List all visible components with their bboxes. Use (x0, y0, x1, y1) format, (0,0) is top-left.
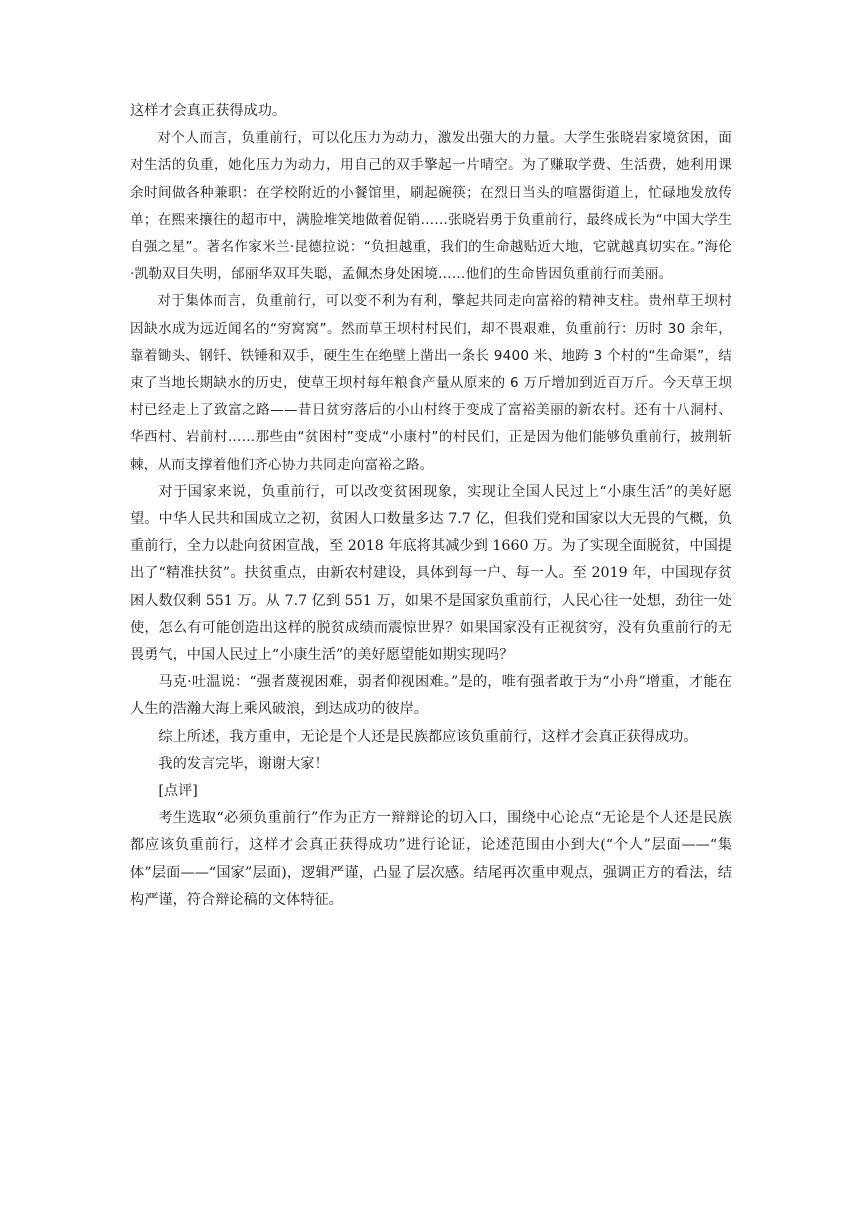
paragraph-individual: 对个人而言，负重前行，可以化压力为动力，激发出强大的力量。大学生张晓岩家境贫困，面对生活的负重，她化压力为动力，用自己的双手擎起一片晴空。为了赚取学费、生活费，她利用课余时间做各种兼职：在学校附近的小餐馆里，刷起碗筷；在烈日当头的喧嚣街道上，忙碌地发放传单；在熙来攘往的超市中，满脸堆笑地做着促销……张晓岩勇于负重前行，最终成长为“中国大学生自强之星”。著名作家米兰·昆德拉说：“负担越重，我们的生命越贴近大地，它就越真切实在。”海伦·凯勒双目失明，邰丽华双耳失聪，孟佩杰身处困境……他们的生命皆因负重前行而美丽。 (130, 130, 732, 283)
document-body (130, 98, 732, 914)
paragraph-comment: 考生选取“必须负重前行”作为正方一辩辩论的切入口，围绕中心论点“无论是个人还是民族都应该负重前行，这样才会真正获得成功”进行论证，论述范围由小到大(“个人”层面——“集体”层面——“国家”层面)，逻辑严谨，凸显了层次感。结尾再次重申观点，强调正方的看法，结构严谨，符合辩论稿的文体特征。 (130, 810, 732, 908)
paragraph-collective: 对于集体而言，负重前行，可以变不利为有利，擎起共同走向富裕的精神支柱。贵州草王坝村因缺水成为远近闻名的“穷窝窝”。然而草王坝村村民们，却不畏艰难，负重前行：历时 30 余年，靠着锄头、钢钎、铁锤和双手，硬生生在绝壁上凿出一条长 9400 米、地跨 3 个村的“生命渠”，结束了当地长期缺水的历史，使草王坝村每年粮食产量从原来的 6 万斤增加到近百万斤。今天草王坝村已经走上了致富之路——昔日贫穷落后的小山村终于变成了富裕美丽的新农村。还有十八洞村、华西村、岩前村……那些由“贫困村”变成“小康村”的村民们，正是因为他们能够负重前行，披荆斩棘，从而支撑着他们齐心协力共同走向富裕之路。 (130, 293, 732, 473)
paragraph-nation: 对于国家来说，负重前行，可以改变贫困现象，实现让全国人民过上“小康生活”的美好愿望。中华人民共和国成立之初，贫困人口数量多达 7.7 亿，但我们党和国家以大无畏的气概，负重前行，全力以赴向贫困宣战，至 2018 年底将其减少到 1660 万。为了实现全面脱贫，中国提出了“精准扶贫”。扶贫重点，由新农村建设，具体到每一户、每一人。至 2019 年，中国现存贫困人数仅剩 551 万。从 7.7 亿到 551 万，如果不是国家负重前行，人民心往一处想，劲往一处使，怎么有可能创造出这样的脱贫成绩而震惊世界？如果国家没有正视贫穷，没有负重前行的无畏勇气，中国人民过上“小康生活”的美好愿望能如期实现吗？ (130, 483, 732, 664)
paragraph-quote: 马克·吐温说：“强者蔑视困难，弱者仰视困难。”是的，唯有强者敢于为“小舟”增重，才能在人生的浩瀚大海上乘风破浪，到达成功的彼岸。 (130, 674, 732, 718)
paragraph-summary: 综上所述，我方重申，无论是个人还是民族都应该负重前行，这样才会真正获得成功。 (158, 728, 698, 745)
paragraph-intro-tail: 这样才会真正获得成功。 (130, 103, 287, 119)
paragraph-closing: 我的发言完毕，谢谢大家！ (158, 755, 329, 772)
comment-heading: [点评] (158, 783, 198, 800)
